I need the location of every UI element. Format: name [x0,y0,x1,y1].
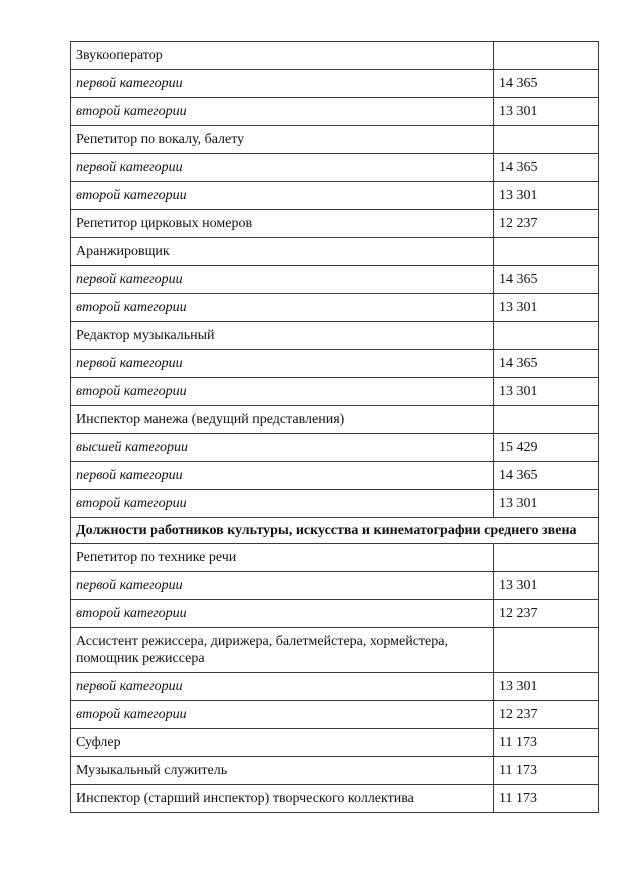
category-row [71,378,599,406]
position-row [71,406,599,434]
position-name-cell: Инспектор манежа (ведущий представления) [71,406,494,434]
salary-value-cell: 12 237 [494,600,599,628]
category-name-cell: первой категории [71,154,494,182]
salary-value-cell: 14 365 [494,462,599,490]
position-name-cell: Репетитор по вокалу, балету [71,126,494,154]
salary-value-cell [494,628,599,673]
category-name-cell: второй категории [71,701,494,729]
category-name-cell: первой категории [71,673,494,701]
position-row [71,42,599,70]
table-body [71,42,599,813]
salary-value-cell: 13 301 [494,490,599,518]
position-row [71,757,599,785]
section-title: Должности работников культуры, искусства и кинематографии среднего звена [71,518,599,544]
salary-value-cell: 13 301 [494,182,599,210]
salary-value-cell: 11 173 [494,785,599,813]
position-row [71,628,599,673]
salary-value-cell: 12 237 [494,210,599,238]
salary-value-cell: 15 429 [494,434,599,462]
position-row [71,785,599,813]
category-row [71,490,599,518]
salary-table [70,41,599,813]
position-row [71,126,599,154]
position-row [71,238,599,266]
salary-value-cell [494,544,599,572]
category-name-cell: первой категории [71,266,494,294]
salary-value-cell: 13 301 [494,572,599,600]
position-name-cell: Звукооператор [71,42,494,70]
position-name-cell: Музыкальный служитель [71,757,494,785]
salary-value-cell: 11 173 [494,729,599,757]
salary-value-cell [494,126,599,154]
category-name-cell: первой категории [71,70,494,98]
category-name-cell: второй категории [71,490,494,518]
salary-value-cell: 11 173 [494,757,599,785]
category-row [71,266,599,294]
category-row [71,182,599,210]
position-name-cell: Аранжировщик [71,238,494,266]
category-name-cell: первой категории [71,350,494,378]
category-name-cell: высшей категории [71,434,494,462]
salary-value-cell [494,238,599,266]
category-row [71,350,599,378]
category-name-cell: первой категории [71,572,494,600]
category-row [71,434,599,462]
salary-value-cell: 14 365 [494,70,599,98]
position-name-cell: Редактор музыкальный [71,322,494,350]
category-row [71,70,599,98]
category-row [71,98,599,126]
category-name-cell: второй категории [71,98,494,126]
category-row [71,154,599,182]
salary-value-cell: 14 365 [494,350,599,378]
category-row [71,600,599,628]
position-name-cell: Ассистент режиссера, дирижера, балетмейстера, хормейстера, помощник режиссера [71,628,494,673]
section-header-row [71,518,599,544]
salary-value-cell: 13 301 [494,378,599,406]
position-row [71,322,599,350]
category-name-cell: второй категории [71,294,494,322]
category-row [71,572,599,600]
position-name-cell: Репетитор по технике речи [71,544,494,572]
salary-value-cell: 14 365 [494,266,599,294]
salary-value-cell: 14 365 [494,154,599,182]
position-name-cell: Суфлер [71,729,494,757]
salary-value-cell: 12 237 [494,701,599,729]
position-name-cell: Инспектор (старший инспектор) творческого коллектива [71,785,494,813]
position-row [71,210,599,238]
category-name-cell: второй категории [71,600,494,628]
category-name-cell: второй категории [71,182,494,210]
salary-value-cell: 13 301 [494,98,599,126]
salary-value-cell [494,406,599,434]
category-row [71,673,599,701]
salary-value-cell [494,42,599,70]
position-name-cell: Репетитор цирковых номеров [71,210,494,238]
category-name-cell: первой категории [71,462,494,490]
salary-value-cell: 13 301 [494,673,599,701]
category-row [71,294,599,322]
category-row [71,701,599,729]
position-row [71,729,599,757]
position-row [71,544,599,572]
category-name-cell: второй категории [71,378,494,406]
salary-value-cell: 13 301 [494,294,599,322]
salary-value-cell [494,322,599,350]
category-row [71,462,599,490]
